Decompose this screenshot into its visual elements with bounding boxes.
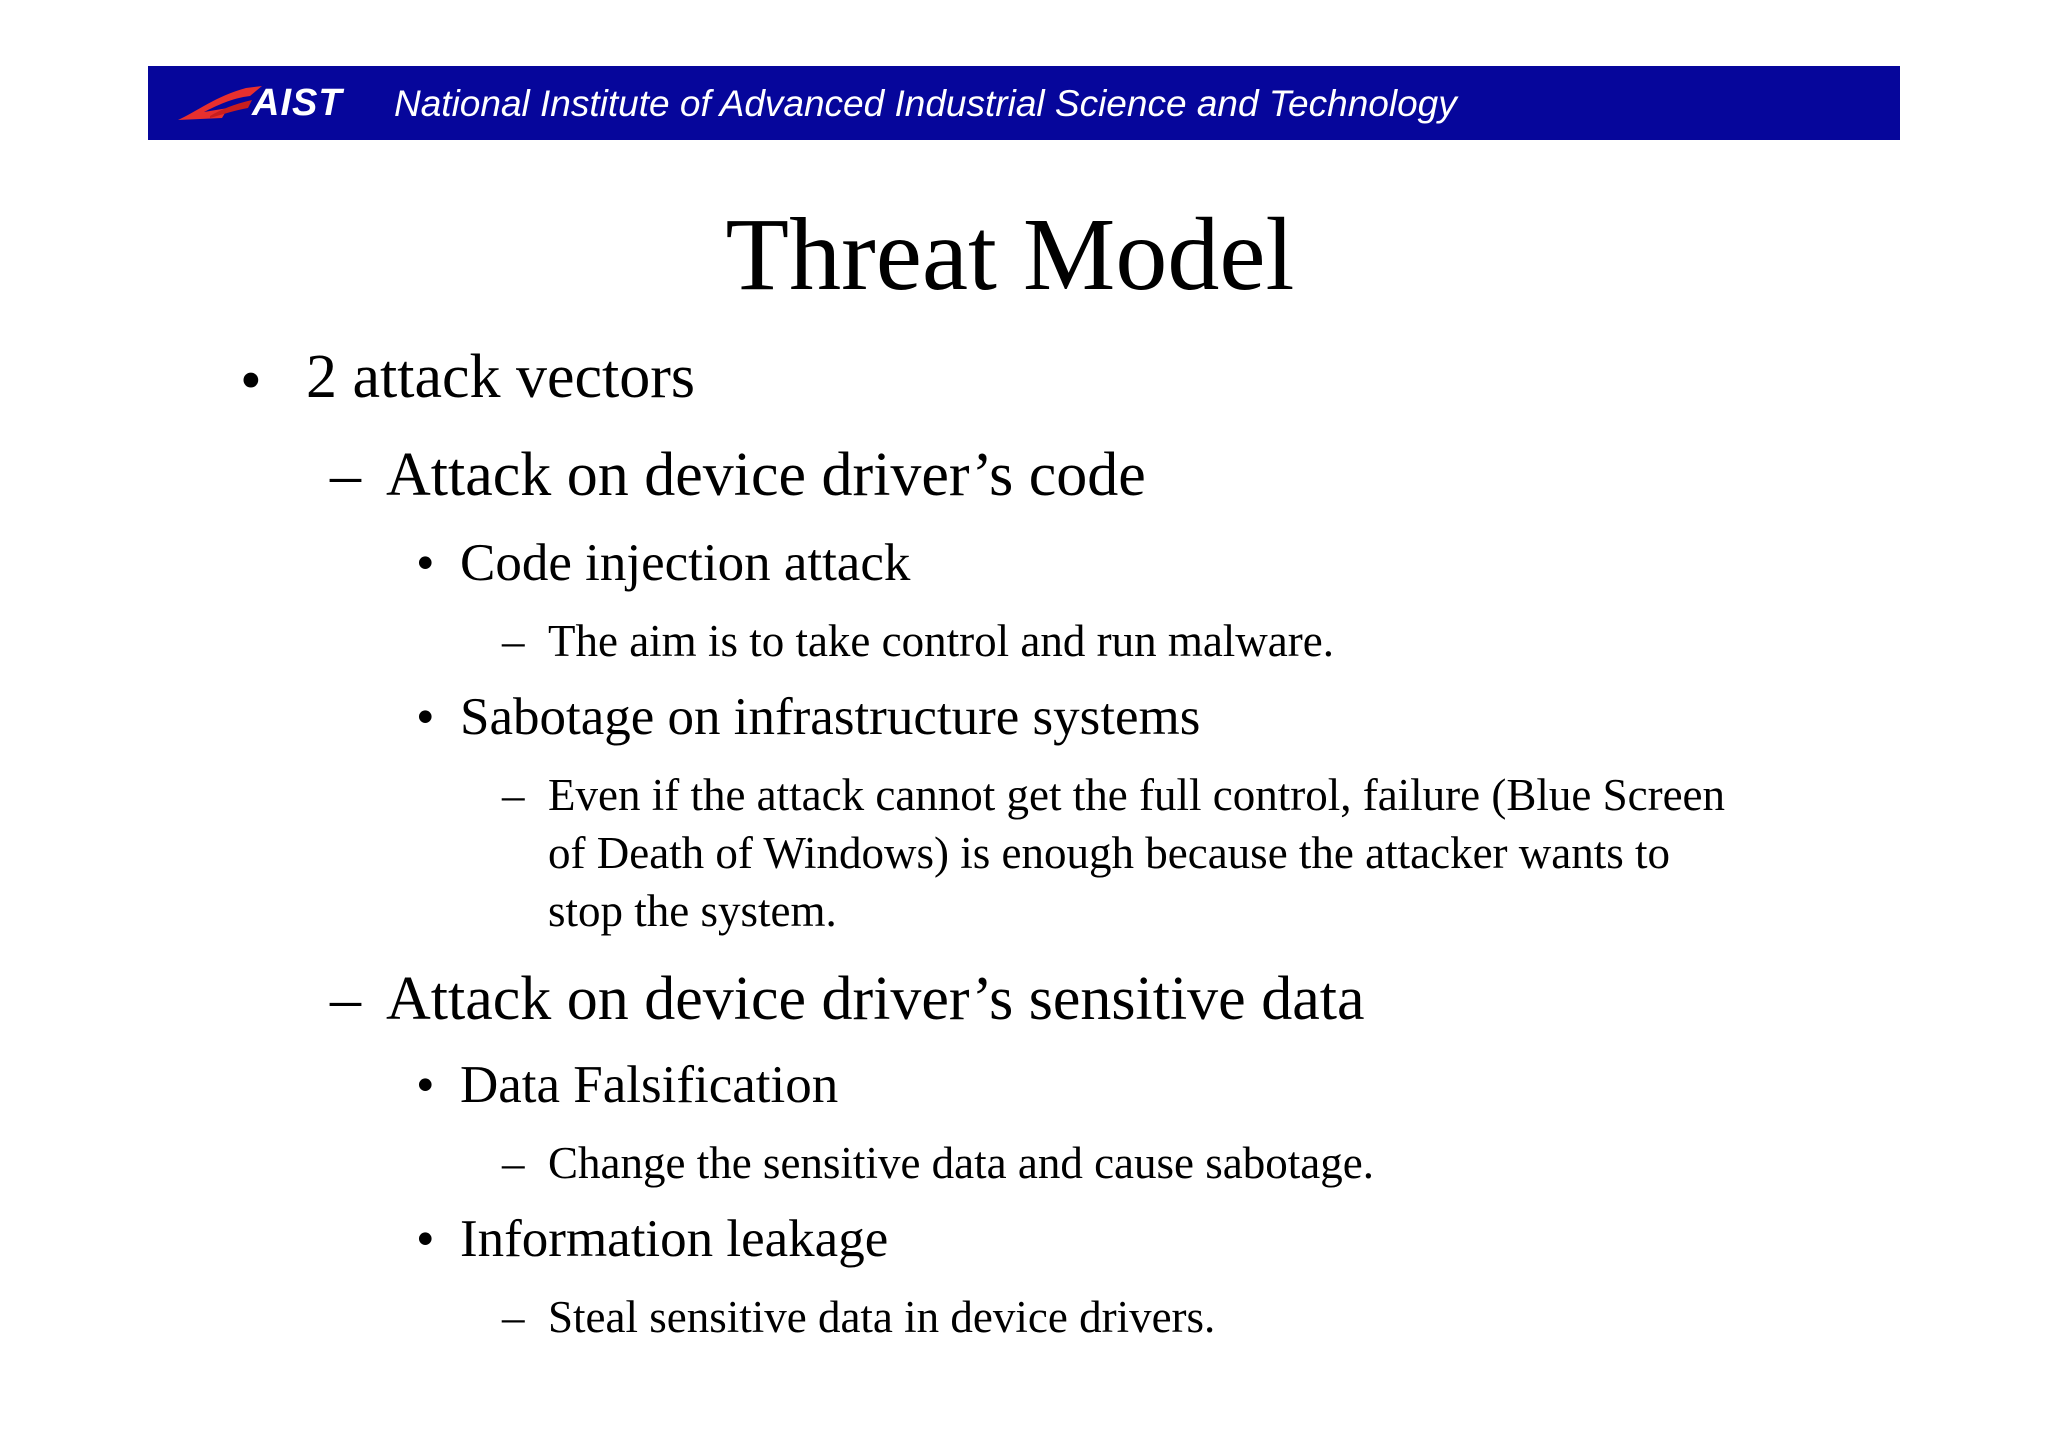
detail-code-injection: The aim is to take control and run malware. <box>548 616 1334 666</box>
bullet-marker: • <box>416 688 435 746</box>
header-bar <box>148 66 1900 140</box>
bullet-marker: • <box>416 1210 435 1268</box>
aist-logo <box>176 78 356 128</box>
dash-marker: – <box>330 441 361 509</box>
item-code-injection: Code injection attack <box>460 534 911 592</box>
subitem-attack-data: Attack on device driver’s sensitive data <box>386 965 1365 1033</box>
organization-name: National Institute of Advanced Industrial Science and Technology <box>394 83 1457 124</box>
item-sabotage: Sabotage on infrastructure systems <box>460 688 1201 746</box>
bullet-marker: • <box>416 1056 435 1114</box>
dash-marker: – <box>502 770 525 820</box>
bullet-marker: • <box>416 534 435 592</box>
detail-data-falsification: Change the sensitive data and cause sabotage. <box>548 1138 1374 1188</box>
bullet-attack-vectors: 2 attack vectors <box>306 343 696 411</box>
bullet-marker: • <box>240 347 262 415</box>
subitem-attack-code: Attack on device driver’s code <box>386 441 1146 509</box>
dash-marker: – <box>502 616 525 666</box>
item-data-falsification: Data Falsification <box>460 1056 839 1114</box>
logo-text: AIST <box>252 82 343 124</box>
slide-title: Threat Model <box>725 197 1295 312</box>
detail-information-leakage: Steal sensitive data in device drivers. <box>548 1292 1216 1342</box>
dash-marker: – <box>502 1138 525 1188</box>
dash-marker: – <box>330 965 361 1033</box>
detail-sabotage: Even if the attack cannot get the full control, failure (Blue Screen of Death of Windows) is enough because the attacker wants to stop the system. <box>548 770 1726 936</box>
dash-marker: – <box>502 1292 525 1342</box>
item-information-leakage: Information leakage <box>460 1210 889 1268</box>
